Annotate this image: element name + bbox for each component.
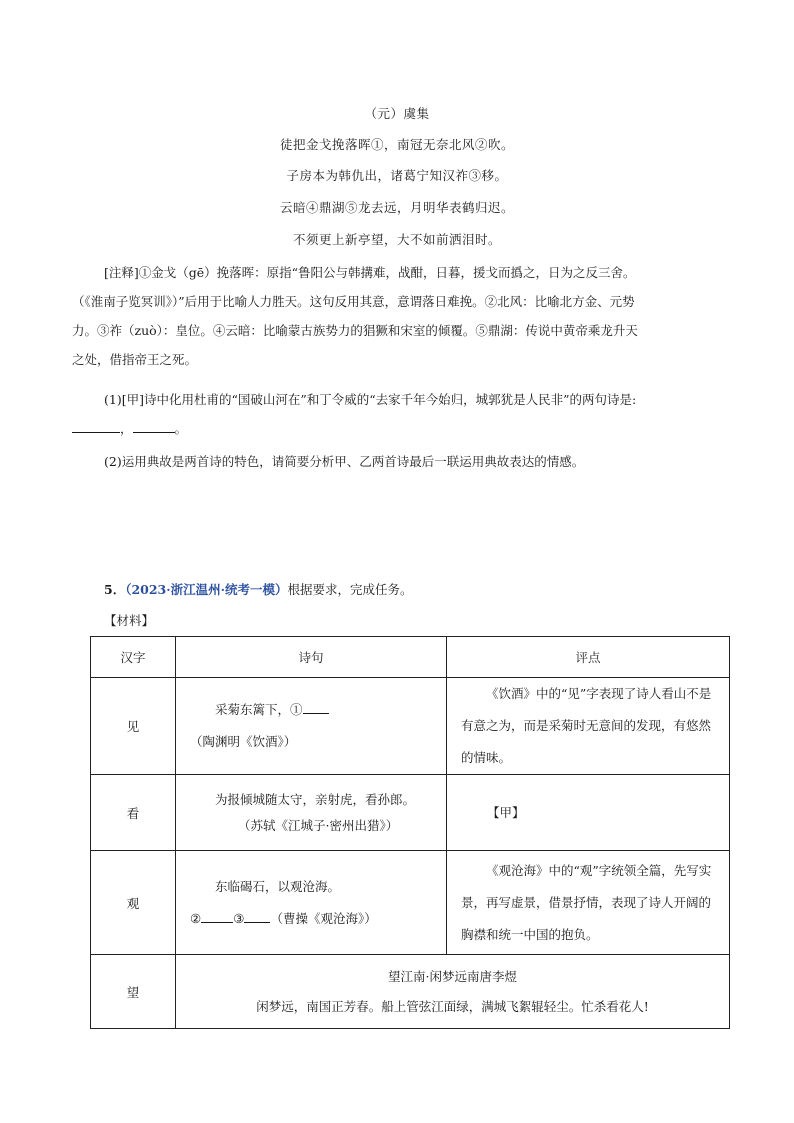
poem-line-4: 不须更上新亭望，大不如前洒泪时。 [292,232,501,247]
question-2-text: (2)运用典故是两首诗的特色，请简要分析甲、乙两首诗最后一联运用典故表达的情感。 [104,454,585,469]
poem-line-1: 徒把金戈挽落晖①，南冠无奈北风②吹。 [279,137,514,152]
question-1-text: (1)[甲]诗中化用杜甫的“国破山河在”和丁令威的“去家千年今始归，城郭犹是人民非”的两句诗是: [104,392,637,407]
poem-author: （元）虞集 [364,106,430,121]
verse-source: （曹操《观沧海》） [270,910,377,926]
answer-blank-2[interactable] [133,420,175,433]
question-5-number: 5． [104,582,126,597]
verse-source: （陶渊明《饮酒》） [190,734,297,749]
answer-blank-verse-2[interactable] [201,910,233,923]
verse-text: 采菊东篱下，① [215,702,303,717]
question-5-instruction: 根据要求，完成任务。 [287,582,413,597]
header-verse: 诗句 [176,637,447,678]
notes-line-4: 之处，借指帝王之死。 [72,352,198,367]
table-row [91,678,730,775]
row-verse [176,678,447,775]
notes-line-2: （《淮南子览冥训》）”后用于比喻人力胜天。这句反用其意，意谓落日难挽。②北风：比喻北方金、元势 [72,294,635,309]
row-comment: 《观沧海》中的“观”字统领全篇，先写实景，再写虚景，借景抒情，表现了诗人开阔的胸襟和统一中国的抱负。 [447,851,730,955]
question-1-answer-line [72,414,732,443]
answer-blank-verse-1[interactable] [303,701,329,714]
verse-text: 东临碣石，以观沧海。 [215,878,341,894]
question-5-source: （2023·浙江温州·统考一模） [125,582,288,597]
materials-table [90,636,730,1029]
answer-blank-1[interactable] [72,420,120,433]
blank-marker-2: ② [190,910,202,926]
table-header-row [91,637,730,678]
material-label: 【材料】 [104,613,155,628]
row-char: 望 [91,955,176,1029]
table-row [91,851,730,955]
table-row [91,775,730,851]
question-5-header [104,580,412,598]
row-comment: 《饮酒》中的“见”字表现了诗人看山不是有意之为，而是采菊时无意间的发现，有悠然的情味。 [447,678,730,775]
question-1 [72,385,732,443]
verse-text: 为报倾城随太守，亲射虎，看孙郎。 [215,791,416,807]
row-verse [176,775,447,851]
poem-line-3: 云暗④鼎湖⑤龙去远，月明华表鹤归迟。 [279,200,514,215]
poem-line-2: 子房本为韩仇出，诸葛宁知汉祚③移。 [286,168,508,183]
header-char: 汉字 [91,637,176,678]
notes [72,258,732,374]
row-full-poem [176,955,730,1029]
answer-separator: ， [120,421,133,436]
answer-end: 。 [174,421,188,436]
full-poem-text: 闲梦远，南国正芳春。船上管弦江面绿，满城飞絮辊轻尘。忙杀看花人! [256,998,649,1014]
row-char: 见 [91,678,176,775]
answer-blank-verse-3[interactable] [244,910,270,923]
row-char: 看 [91,775,176,851]
table-row [91,955,730,1029]
verse-source: （苏轼《江城子·密州出猎》） [238,817,399,833]
notes-line-1: [注释]①金戈（gē）挽落晖：原指“鲁阳公与韩搆难，战酣，日暮，援戈而撝之，日为之反三舍。 [104,265,636,280]
notes-line-3: 力。③祚（zuò）：皇位。④云暗：比喻蒙古族势力的猖獗和宋室的倾覆。⑤鼎湖：传说中黄帝乘龙升天 [72,323,638,338]
row-verse [176,851,447,955]
full-poem-title: 望江南·闲梦远南唐李煜 [388,968,517,984]
blank-marker-3: ③ [233,910,245,926]
row-comment-placeholder: 【甲】 [447,775,730,851]
row-char: 观 [91,851,176,955]
header-comment: 评点 [447,637,730,678]
